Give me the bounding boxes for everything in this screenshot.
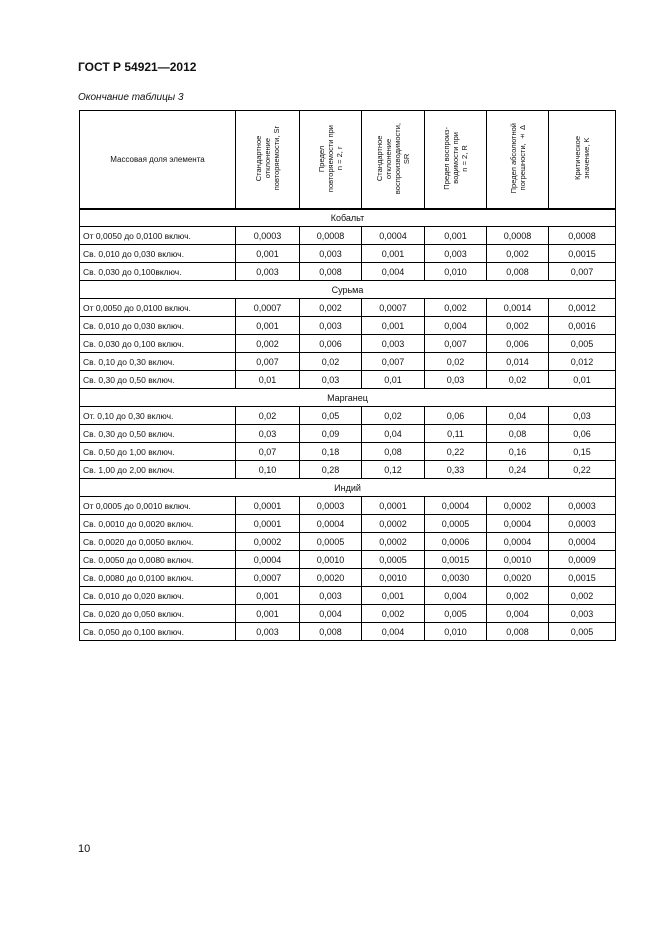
value-cell: 0,0010: [300, 551, 362, 569]
header-reproducibility-limit: [425, 111, 487, 209]
value-cell: 0,007: [549, 263, 616, 281]
value-cell: 0,0003: [300, 497, 362, 515]
value-cell: 0,002: [487, 587, 549, 605]
value-cell: 0,01: [236, 371, 300, 389]
value-cell: 0,06: [549, 425, 616, 443]
header-repeatability-limit: [300, 111, 362, 209]
value-cell: 0,02: [300, 353, 362, 371]
table-row: [80, 353, 616, 371]
range-cell: От. 0,10 до 0,30 включ.: [80, 407, 236, 425]
range-cell: Св. 0,010 до 0,030 включ.: [80, 317, 236, 335]
value-cell: 0,06: [425, 407, 487, 425]
value-cell: 0,0002: [362, 533, 425, 551]
value-cell: 0,002: [549, 587, 616, 605]
value-cell: 0,004: [362, 623, 425, 641]
value-cell: 0,003: [425, 245, 487, 263]
value-cell: 0,04: [487, 407, 549, 425]
value-cell: 0,0002: [236, 533, 300, 551]
value-cell: 0,0002: [487, 497, 549, 515]
value-cell: 0,0030: [425, 569, 487, 587]
value-cell: 0,008: [300, 263, 362, 281]
group-title: Кобальт: [80, 209, 616, 227]
header-reproducibility-sd-label: Стандартное отклонение воспроизводимости, SR: [375, 122, 411, 194]
value-cell: 0,15: [549, 443, 616, 461]
value-cell: 0,003: [236, 623, 300, 641]
value-cell: 0,0003: [549, 497, 616, 515]
value-cell: 0,007: [425, 335, 487, 353]
value-cell: 0,0003: [236, 227, 300, 245]
value-cell: 0,01: [362, 371, 425, 389]
value-cell: 0,004: [487, 605, 549, 623]
value-cell: 0,0014: [487, 299, 549, 317]
value-cell: 0,02: [236, 407, 300, 425]
value-cell: 0,010: [425, 263, 487, 281]
value-cell: 0,001: [362, 245, 425, 263]
value-cell: 0,0020: [487, 569, 549, 587]
value-cell: 0,0007: [236, 299, 300, 317]
value-cell: 0,008: [487, 623, 549, 641]
value-cell: 0,001: [236, 605, 300, 623]
value-cell: 0,03: [425, 371, 487, 389]
value-cell: 0,03: [236, 425, 300, 443]
value-cell: 0,0001: [362, 497, 425, 515]
table-row: [80, 371, 616, 389]
value-cell: 0,08: [487, 425, 549, 443]
value-cell: 0,004: [425, 587, 487, 605]
table-row: [80, 407, 616, 425]
value-cell: 0,003: [236, 263, 300, 281]
header-repeatability-sd-label: Стандартное отклонение повторяемости, Sr: [254, 126, 281, 191]
value-cell: 0,002: [236, 335, 300, 353]
value-cell: 0,0007: [236, 569, 300, 587]
value-cell: 0,0012: [549, 299, 616, 317]
header-repeatability-sd: [236, 111, 300, 209]
range-cell: Св. 0,30 до 0,50 включ.: [80, 425, 236, 443]
group-row: [80, 209, 616, 227]
value-cell: 0,0001: [236, 515, 300, 533]
value-cell: 0,0015: [549, 569, 616, 587]
value-cell: 0,004: [362, 263, 425, 281]
range-cell: От 0,0050 до 0,0100 включ.: [80, 227, 236, 245]
value-cell: 0,0003: [549, 515, 616, 533]
value-cell: 0,003: [549, 605, 616, 623]
value-cell: 0,0016: [549, 317, 616, 335]
value-cell: 0,08: [362, 443, 425, 461]
value-cell: 0,010: [425, 623, 487, 641]
table-caption: Окончание таблицы 3: [78, 92, 184, 103]
value-cell: 0,0001: [236, 497, 300, 515]
value-cell: 0,005: [549, 623, 616, 641]
value-cell: 0,04: [362, 425, 425, 443]
value-cell: 0,007: [236, 353, 300, 371]
value-cell: 0,02: [362, 407, 425, 425]
value-cell: 0,18: [300, 443, 362, 461]
value-cell: 0,001: [236, 317, 300, 335]
value-cell: 0,001: [236, 587, 300, 605]
header-repeatability-limit-label: Предел повторяемости при n = 2, r: [317, 124, 344, 192]
table-row: [80, 245, 616, 263]
header-reproducibility-limit-label: Предел воспроиз- водимости при n = 2, R: [442, 126, 469, 190]
value-cell: 0,05: [300, 407, 362, 425]
range-cell: Св. 0,50 до 1,00 включ.: [80, 443, 236, 461]
table-row: [80, 551, 616, 569]
value-cell: 0,002: [425, 299, 487, 317]
value-cell: 0,008: [300, 623, 362, 641]
range-cell: Св. 0,010 до 0,030 включ.: [80, 245, 236, 263]
value-cell: 0,0004: [300, 515, 362, 533]
value-cell: 0,0008: [549, 227, 616, 245]
value-cell: 0,0008: [300, 227, 362, 245]
value-cell: 0,006: [487, 335, 549, 353]
value-cell: 0,22: [549, 461, 616, 479]
value-cell: 0,0010: [362, 569, 425, 587]
value-cell: 0,28: [300, 461, 362, 479]
value-cell: 0,003: [362, 335, 425, 353]
value-cell: 0,02: [425, 353, 487, 371]
value-cell: 0,005: [549, 335, 616, 353]
value-cell: 0,001: [362, 587, 425, 605]
group-row: [80, 281, 616, 299]
value-cell: 0,003: [300, 317, 362, 335]
header-absolute-error: [487, 111, 549, 209]
header-critical-value-label: Критическое значение, K: [573, 136, 591, 181]
range-cell: Св. 0,030 до 0,100включ.: [80, 263, 236, 281]
value-cell: 0,001: [362, 317, 425, 335]
table-row: [80, 443, 616, 461]
value-cell: 0,014: [487, 353, 549, 371]
value-cell: 0,0020: [300, 569, 362, 587]
value-cell: 0,33: [425, 461, 487, 479]
value-cell: 0,0007: [362, 299, 425, 317]
range-cell: От 0,0050 до 0,0100 включ.: [80, 299, 236, 317]
group-title: Индий: [80, 479, 616, 497]
range-cell: Св. 0,10 до 0,30 включ.: [80, 353, 236, 371]
value-cell: 0,001: [236, 245, 300, 263]
header-mass-fraction: Массовая доля элемента: [80, 111, 236, 209]
range-cell: Св. 0,020 до 0,050 включ.: [80, 605, 236, 623]
range-cell: Св. 0,050 до 0,100 включ.: [80, 623, 236, 641]
value-cell: 0,0005: [300, 533, 362, 551]
value-cell: 0,001: [425, 227, 487, 245]
range-cell: Св. 0,030 до 0,100 включ.: [80, 335, 236, 353]
group-title: Сурьма: [80, 281, 616, 299]
value-cell: 0,24: [487, 461, 549, 479]
precision-table: [79, 110, 616, 641]
value-cell: 0,006: [300, 335, 362, 353]
value-cell: 0,0005: [425, 515, 487, 533]
value-cell: 0,012: [549, 353, 616, 371]
table-row: [80, 317, 616, 335]
value-cell: 0,002: [300, 299, 362, 317]
value-cell: 0,01: [549, 371, 616, 389]
value-cell: 0,02: [487, 371, 549, 389]
header-critical-value: [549, 111, 616, 209]
value-cell: 0,004: [300, 605, 362, 623]
value-cell: 0,03: [549, 407, 616, 425]
value-cell: 0,0004: [425, 497, 487, 515]
value-cell: 0,007: [362, 353, 425, 371]
value-cell: 0,0010: [487, 551, 549, 569]
value-cell: 0,003: [300, 587, 362, 605]
range-cell: Св. 0,0020 до 0,0050 включ.: [80, 533, 236, 551]
range-cell: Св. 0,0080 до 0,0100 включ.: [80, 569, 236, 587]
range-cell: Св. 0,010 до 0,020 включ.: [80, 587, 236, 605]
table-row: [80, 587, 616, 605]
value-cell: 0,0006: [425, 533, 487, 551]
value-cell: 0,0004: [487, 533, 549, 551]
range-cell: Св. 1,00 до 2,00 включ.: [80, 461, 236, 479]
value-cell: 0,11: [425, 425, 487, 443]
table-row: [80, 497, 616, 515]
header-reproducibility-sd: [362, 111, 425, 209]
page-number: 10: [78, 843, 91, 855]
range-cell: От 0,0005 до 0,0010 включ.: [80, 497, 236, 515]
value-cell: 0,002: [487, 317, 549, 335]
group-title: Марганец: [80, 389, 616, 407]
table-row: [80, 623, 616, 641]
range-cell: Св. 0,30 до 0,50 включ.: [80, 371, 236, 389]
value-cell: 0,07: [236, 443, 300, 461]
table-row: [80, 515, 616, 533]
value-cell: 0,0004: [549, 533, 616, 551]
value-cell: 0,0009: [549, 551, 616, 569]
group-row: [80, 389, 616, 407]
value-cell: 0,0015: [425, 551, 487, 569]
table-row: [80, 299, 616, 317]
value-cell: 0,16: [487, 443, 549, 461]
value-cell: 0,10: [236, 461, 300, 479]
document-header: ГОСТ Р 54921—2012: [78, 60, 197, 74]
header-absolute-error-label: Предел абсолютной погрешности, ± Δ: [508, 123, 527, 194]
value-cell: 0,008: [487, 263, 549, 281]
value-cell: 0,003: [300, 245, 362, 263]
value-cell: 0,22: [425, 443, 487, 461]
value-cell: 0,12: [362, 461, 425, 479]
value-cell: 0,0005: [362, 551, 425, 569]
table-row: [80, 425, 616, 443]
value-cell: 0,0004: [362, 227, 425, 245]
table-row: [80, 569, 616, 587]
range-cell: Св. 0,0050 до 0,0080 включ.: [80, 551, 236, 569]
value-cell: 0,004: [425, 317, 487, 335]
group-row: [80, 479, 616, 497]
table-row: [80, 533, 616, 551]
table-row: [80, 461, 616, 479]
value-cell: 0,0004: [236, 551, 300, 569]
table-row: [80, 335, 616, 353]
table-row: [80, 227, 616, 245]
value-cell: 0,002: [362, 605, 425, 623]
table-row: [80, 263, 616, 281]
value-cell: 0,09: [300, 425, 362, 443]
value-cell: 0,0008: [487, 227, 549, 245]
value-cell: 0,002: [487, 245, 549, 263]
table-row: [80, 605, 616, 623]
value-cell: 0,005: [425, 605, 487, 623]
value-cell: 0,0002: [362, 515, 425, 533]
value-cell: 0,03: [300, 371, 362, 389]
range-cell: Св. 0,0010 до 0,0020 включ.: [80, 515, 236, 533]
table-header-row: [80, 111, 616, 209]
value-cell: 0,0015: [549, 245, 616, 263]
value-cell: 0,0004: [487, 515, 549, 533]
